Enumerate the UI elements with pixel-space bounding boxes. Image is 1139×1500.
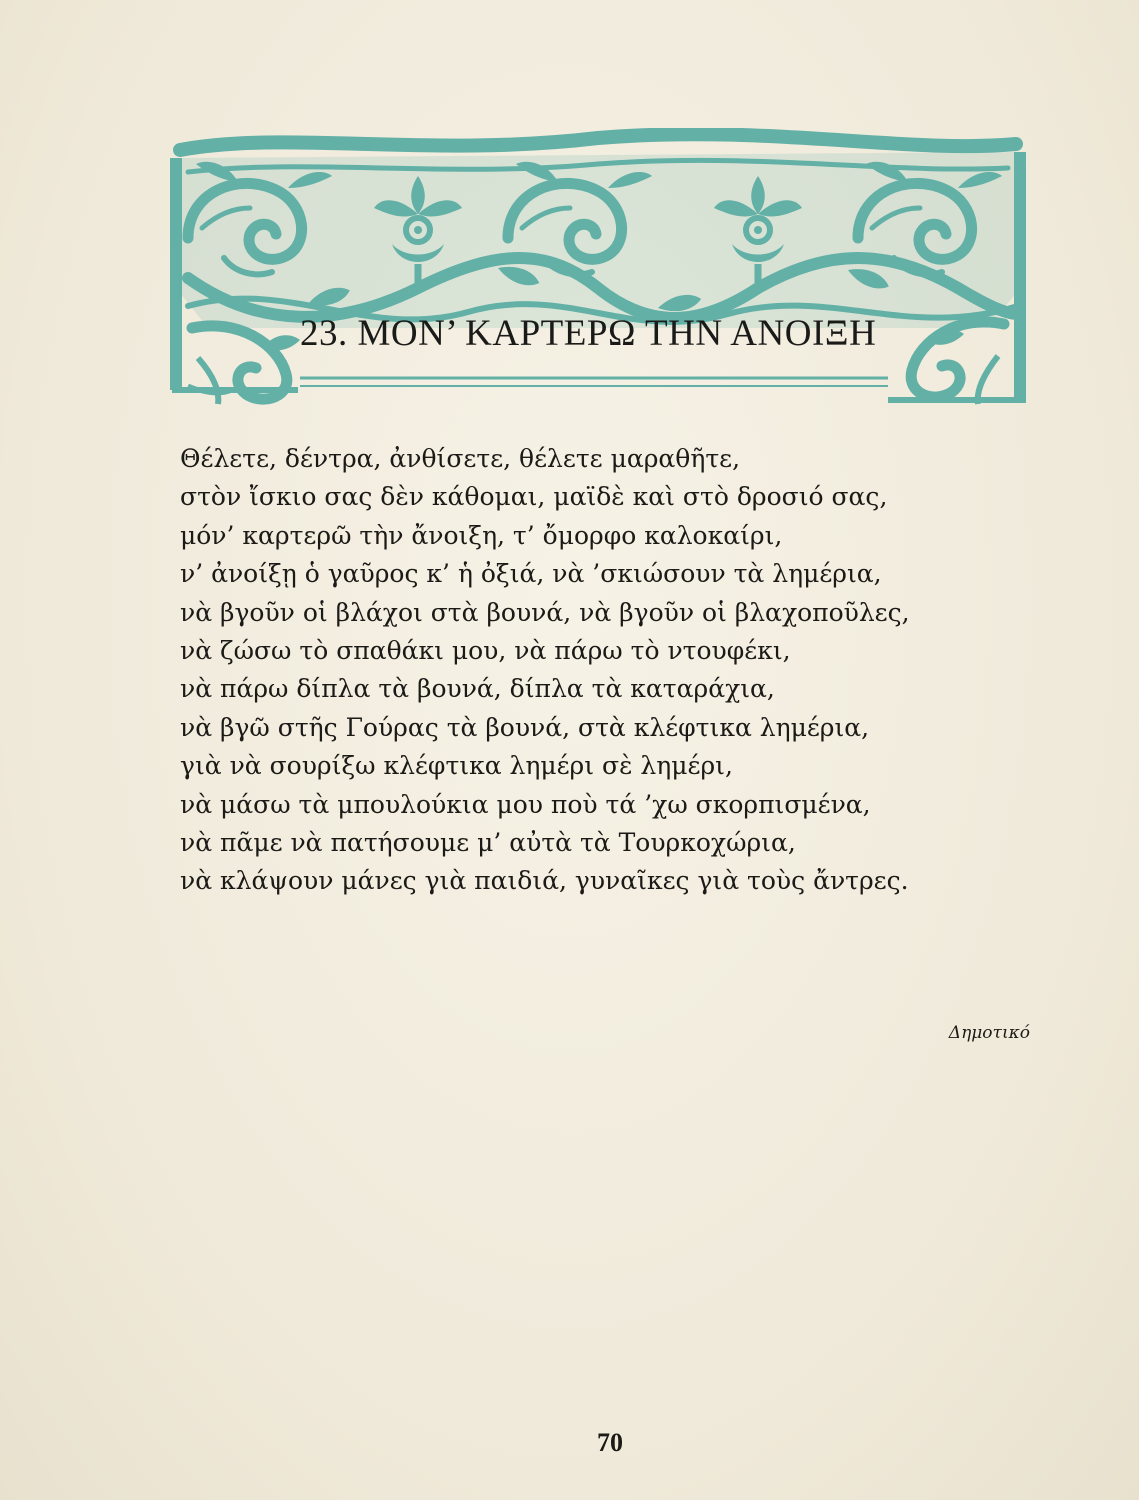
poem-attribution: Δημοτικό <box>948 1023 1030 1043</box>
poem-line: νὰ ζώσω τὸ σπαθάκι μου, νὰ πάρω τὸ ντουφέκι, <box>180 635 791 665</box>
poem-line: ν’ ἀνοίξῃ ὁ γαῦρος κ’ ἡ ὀξιά, νὰ ’σκιώσουν τὰ λημέρια, <box>180 559 882 589</box>
poem-line: στὸν ἴσκιο σας δὲν κάθομαι, μαϊδὲ καὶ στὸ δροσιό σας, <box>180 482 888 512</box>
poem-line: Θέλετε, δέντρα, ἀνθίσετε, θέλετε μαραθῆτε, <box>180 444 741 473</box>
poem-text <box>180 440 1010 901</box>
poem-line: νὰ μάσω τὰ μπουλούκια μου ποὺ τά ’χω σκορπισμένα, <box>180 789 871 819</box>
poem-line: μόν’ καρτερῶ τὴν ἄνοιξη, τ’ ὄμορφο καλοκαίρι, <box>180 520 783 550</box>
poem-number: 23. <box>300 313 348 354</box>
floral-ornament-header <box>168 128 1028 410</box>
poem-line: νὰ πάρω δίπλα τὰ βουνά, δίπλα τὰ καταράχια, <box>180 674 775 704</box>
poem-heading <box>300 306 940 362</box>
poem-line: γιὰ νὰ σουρίξω κλέφτικα λημέρι σὲ λημέρι, <box>180 751 733 781</box>
page-number: 70 <box>597 1428 623 1457</box>
poem-title: ΜΟΝ’ ΚΑΡΤΕΡΩ ΤΗΝ ΑΝΟΙΞΗ <box>357 313 877 354</box>
poem-line: νὰ κλάψουν μάνες γιὰ παιδιά, γυναῖκες γιὰ τοὺς ἄντρες. <box>180 866 909 896</box>
poem-line: νὰ βγοῦν οἱ βλάχοι στὰ βουνά, νὰ βγοῦν οἱ βλαχοποῦλες, <box>180 597 910 627</box>
poem-line: νὰ πᾶμε νὰ πατήσουμε μ’ αὐτὰ τὰ Τουρκοχώρια, <box>180 827 796 857</box>
poem-line: νὰ βγῶ στῆς Γούρας τὰ βουνά, στὰ κλέφτικα λημέρια, <box>180 712 870 742</box>
